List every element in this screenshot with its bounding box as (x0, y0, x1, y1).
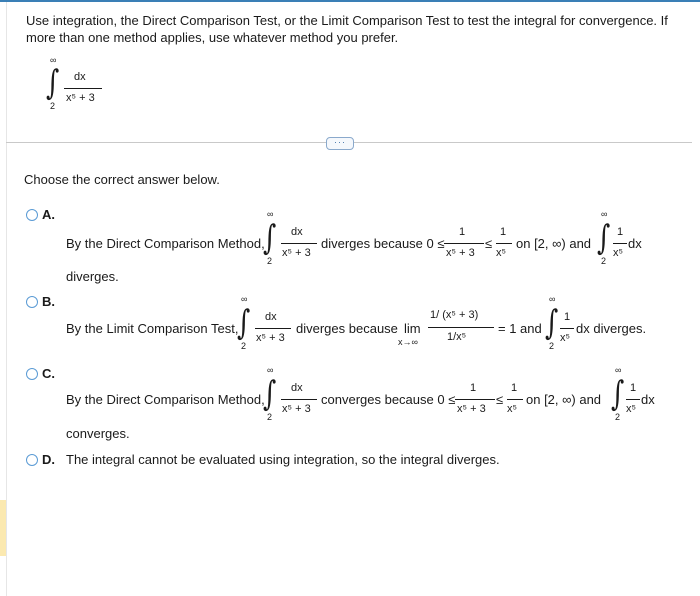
option-a-int2-num: 1 (617, 226, 624, 238)
integral-lower: 2 (50, 101, 56, 111)
option-c-int-bar (281, 399, 317, 400)
option-a-int-sign: ∫ (263, 218, 277, 258)
option-a-frac2-bar (496, 243, 512, 244)
option-d-text: The integral cannot be evaluated using integration, so the integral diverges. (66, 452, 500, 467)
option-b-middle: diverges because (296, 321, 398, 336)
option-a-int-upper: ∞ (267, 209, 274, 219)
option-c-leq: ≤ (496, 392, 504, 407)
option-b-int2-num: 1 (564, 311, 571, 323)
top-accent-line (0, 0, 700, 2)
option-d-radio[interactable] (26, 454, 38, 466)
option-a-frac1-den: x⁵ + 3 (446, 247, 475, 259)
option-b-lim: lim (404, 321, 421, 336)
side-tab (0, 500, 6, 556)
option-a-int-lower: 2 (267, 256, 273, 266)
option-b-int2-bar (560, 328, 574, 329)
option-c-int-lower: 2 (267, 412, 273, 422)
option-c-letter: C. (42, 366, 55, 381)
option-c-frac2-bar (507, 399, 523, 400)
option-c-int-den: x⁵ + 3 (282, 403, 311, 415)
option-b-frac-num: 1/ (x⁵ + 3) (430, 309, 479, 321)
option-b-radio[interactable] (26, 296, 38, 308)
option-c-int2-den: x⁵ (626, 403, 637, 415)
option-a-frac1-num: 1 (459, 226, 466, 238)
option-a-int2-dx: dx (628, 236, 642, 251)
option-a-radio[interactable] (26, 209, 38, 221)
option-c-frac1-den: x⁵ + 3 (457, 403, 486, 415)
option-c-int2-upper: ∞ (615, 365, 622, 375)
option-c-int-upper: ∞ (267, 365, 274, 375)
option-c-frac1-num: 1 (470, 382, 477, 394)
integral-fraction-bar (64, 88, 102, 89)
option-b-int2-lower: 2 (549, 341, 555, 351)
option-b-frac-den: 1/x⁵ (447, 331, 467, 343)
option-b-after: = 1 and (498, 321, 542, 336)
more-icon[interactable]: ··· (326, 137, 354, 150)
option-c-int2-lower: 2 (615, 412, 621, 422)
option-a-int2-sign: ∫ (597, 218, 611, 258)
option-c-int2-sign: ∫ (611, 374, 625, 414)
answer-prompt: Choose the correct answer below. (24, 172, 220, 187)
option-b-lim-sub: x→∞ (398, 337, 418, 347)
option-a-int2-den: x⁵ (613, 247, 624, 259)
option-d-letter: D. (42, 452, 55, 467)
option-a-frac2-num: 1 (500, 226, 507, 238)
integral-numerator: dx (74, 71, 86, 83)
option-b-int-num: dx (265, 311, 277, 323)
option-a-lead: By the Direct Comparison Method, (66, 236, 265, 251)
option-c-int2-bar (626, 399, 640, 400)
option-a-letter: A. (42, 207, 55, 222)
option-c-lead: By the Direct Comparison Method, (66, 392, 265, 407)
integral-upper: ∞ (50, 55, 57, 65)
option-a-after: on [2, ∞) and (516, 236, 592, 251)
left-border (6, 2, 7, 596)
option-b-int-sign: ∫ (237, 303, 251, 343)
option-a-int-den: x⁵ + 3 (282, 247, 311, 259)
option-c-int-num: dx (291, 382, 303, 394)
option-c-after: on [2, ∞) and (526, 392, 602, 407)
option-b-int-bar (255, 328, 291, 329)
option-c-int-sign: ∫ (263, 374, 277, 414)
option-b-frac-bar (428, 327, 494, 328)
option-b-int-den: x⁵ + 3 (256, 332, 285, 344)
option-b-letter: B. (42, 294, 55, 309)
option-b-int2-sign: ∫ (545, 303, 559, 343)
option-a-int-bar (281, 243, 317, 244)
option-b-tail: dx diverges. (576, 321, 647, 336)
option-a-frac1-bar (444, 243, 484, 244)
option-c-frac2-num: 1 (511, 382, 518, 394)
option-a-tail: diverges. (66, 269, 119, 284)
option-b-int-upper: ∞ (241, 294, 248, 304)
option-c-frac2-den: x⁵ (507, 403, 518, 415)
option-b-lead: By the Limit Comparison Test, (66, 321, 239, 336)
option-a-int2-bar (613, 243, 627, 244)
option-a-int2-upper: ∞ (601, 209, 608, 219)
option-b-int2-upper: ∞ (549, 294, 556, 304)
option-b-int2-den: x⁵ (560, 332, 571, 344)
option-a-int2-lower: 2 (601, 256, 607, 266)
option-c-frac1-bar (455, 399, 495, 400)
option-c-int2-dx: dx (641, 392, 655, 407)
integral-denominator: x⁵ + 3 (66, 92, 95, 104)
option-c-middle: converges because 0 ≤ (321, 392, 456, 407)
option-a-leq: ≤ (485, 236, 493, 251)
option-c-int2-num: 1 (630, 382, 637, 394)
option-a-middle: diverges because 0 ≤ (321, 236, 445, 251)
integral-sign: ∫ (46, 63, 60, 103)
option-a-int-num: dx (291, 226, 303, 238)
option-b-int-lower: 2 (241, 341, 247, 351)
option-a-frac2-den: x⁵ (496, 247, 507, 259)
option-c-radio[interactable] (26, 368, 38, 380)
option-c-tail: converges. (66, 426, 130, 441)
question-text: Use integration, the Direct Comparison Test, or the Limit Comparison Test to test the integral for convergence. If more than one method applies, use whatever method you prefer. (26, 13, 668, 45)
